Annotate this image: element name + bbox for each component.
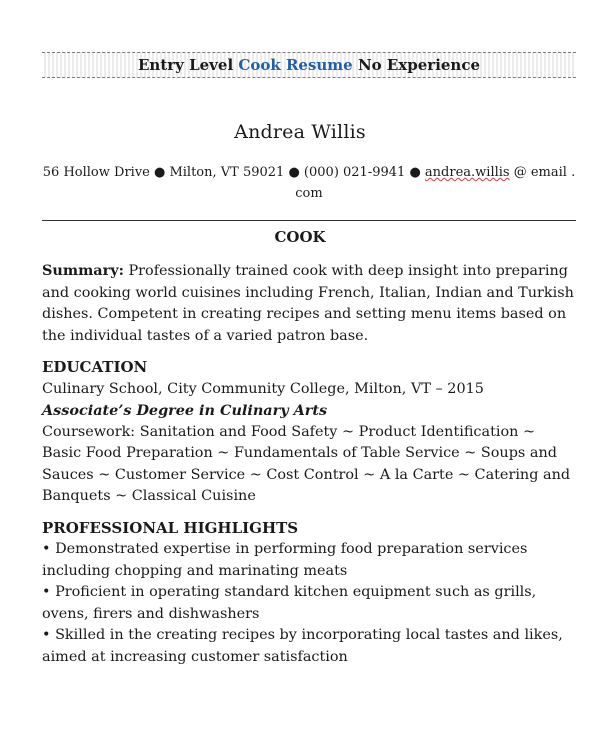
contact-address-phone: 56 Hollow Drive ● Milton, VT 59021 ● (000) 021-9941 ● [42, 165, 425, 180]
highlight-item: • Demonstrated expertise in performing food preparation services including chopping and marinating meats [42, 541, 528, 579]
summary-text: Professionally trained cook with deep insight into preparing and cooking world cuisines including French, Italian, Indian and Turkish dishes. Competent in creating recipes and setting menu items based on the individual tastes of a varied patron base. [42, 263, 574, 344]
contact-email-domain: @ email . com [295, 165, 576, 201]
summary-section [42, 260, 576, 347]
education-heading: EDUCATION [42, 358, 148, 376]
resume-body [42, 260, 576, 668]
contact-info [42, 162, 576, 204]
banner-text-start: Entry Level [137, 56, 239, 74]
contact-email-user: andrea.willis [424, 165, 510, 180]
education-degree: Associate’s Degree in Culinary Arts [42, 402, 328, 419]
document-title-banner [42, 52, 576, 78]
banner-text-end: No Experience [352, 56, 481, 74]
header-divider [42, 220, 576, 221]
education-coursework: Coursework: Sanitation and Food Safety ~ Product Identification ~ Basic Food Preparation ~ Fundamentals of Table Service ~ Soups and Sauces ~ Customer Service ~ Cost Control ~ A la Carte ~ Catering and Banquets ~ Classical Cuisine [42, 423, 571, 504]
candidate-name: Andrea Willis [234, 121, 366, 143]
education-school: Culinary School, City Community College, Milton, VT – 2015 [42, 380, 484, 397]
highlight-item: • Proficient in operating standard kitchen equipment such as grills, ovens, firers and dishwashers [42, 584, 537, 622]
summary-label: Summary: [42, 262, 124, 279]
highlight-item: • Skilled in the creating recipes by incorporating local tastes and likes, aimed at increasing customer satisfaction [42, 627, 563, 665]
highlights-heading: PROFESSIONAL HIGHLIGHTS [42, 518, 299, 537]
job-title: COOK [274, 228, 326, 246]
banner-highlight-link[interactable]: Cook Resume [238, 56, 353, 74]
